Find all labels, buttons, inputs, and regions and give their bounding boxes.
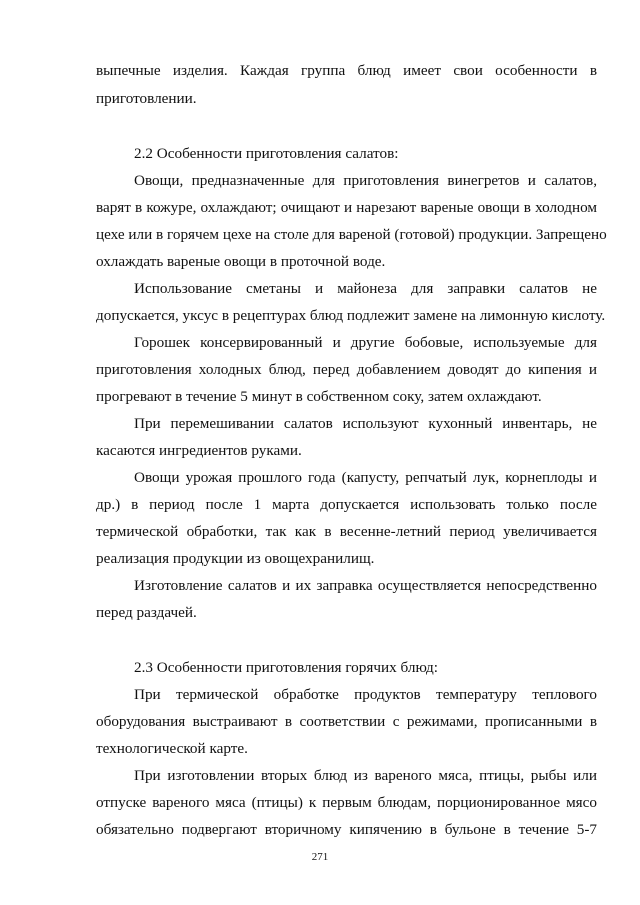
paragraph-line: Использование сметаны и майонеза для заправки салатов не (134, 280, 597, 297)
page-number: 271 (311, 851, 329, 863)
section-heading-salads: 2.2 Особенности приготовления салатов: (134, 145, 399, 162)
paragraph-line: Горошек консервированный и другие бобовые, используемые для (134, 334, 597, 351)
paragraph-line: Овощи, предназначенные для приготовления винегретов и салатов, (134, 172, 597, 189)
paragraph-line: отпуске вареного мяса (птицы) к первым блюдам, порционированное мясо (96, 794, 597, 811)
paragraph-line: касаются ингредиентов руками. (96, 442, 302, 459)
paragraph-line: выпечные изделия. Каждая группа блюд имеет свои особенности в (96, 62, 597, 79)
paragraph-line: перед раздачей. (96, 604, 197, 621)
paragraph-line: варят в кожуре, охлаждают; очищают и нарезают вареные овощи в холодном (96, 199, 597, 216)
paragraph-line: приготовлении. (96, 90, 197, 107)
paragraph-line: др.) в период после 1 марта допускается использовать только после (96, 496, 597, 513)
paragraph-line: технологической карте. (96, 740, 248, 757)
paragraph-line: реализация продукции из овощехранилищ. (96, 550, 375, 567)
paragraph-line: охлаждать вареные овощи в проточной воде. (96, 253, 386, 270)
paragraph-line: При термической обработке продуктов температуру теплового (134, 686, 597, 703)
paragraph-line: приготовления холодных блюд, перед добавлением доводят до кипения и (96, 361, 597, 378)
section-heading-hot-dishes: 2.3 Особенности приготовления горячих блюд: (134, 659, 438, 676)
paragraph-line: При перемешивании салатов используют кухонный инвентарь, не (134, 415, 597, 432)
paragraph-line: термической обработки, так как в весенне-летний период увеличивается (96, 523, 597, 540)
paragraph-line: Овощи урожая прошлого года (капусту, репчатый лук, корнеплоды и (134, 469, 597, 486)
paragraph-line: Изготовление салатов и их заправка осуществляется непосредственно (134, 577, 597, 594)
paragraph-line: допускается, уксус в рецептурах блюд подлежит замене на лимонную кислоту. (96, 307, 606, 324)
paragraph-line: оборудования выстраивают в соответствии с режимами, прописанными в (96, 713, 597, 730)
paragraph-line: обязательно подвергают вторичному кипячению в бульоне в течение 5-7 (96, 821, 597, 838)
paragraph-line: При изготовлении вторых блюд из вареного мяса, птицы, рыбы или (134, 767, 597, 784)
paragraph-line: прогревают в течение 5 минут в собственном соку, затем охлаждают. (96, 388, 542, 405)
paragraph-line: цехе или в горячем цехе на столе для вареной (готовой) продукции. Запрещено (96, 226, 607, 243)
